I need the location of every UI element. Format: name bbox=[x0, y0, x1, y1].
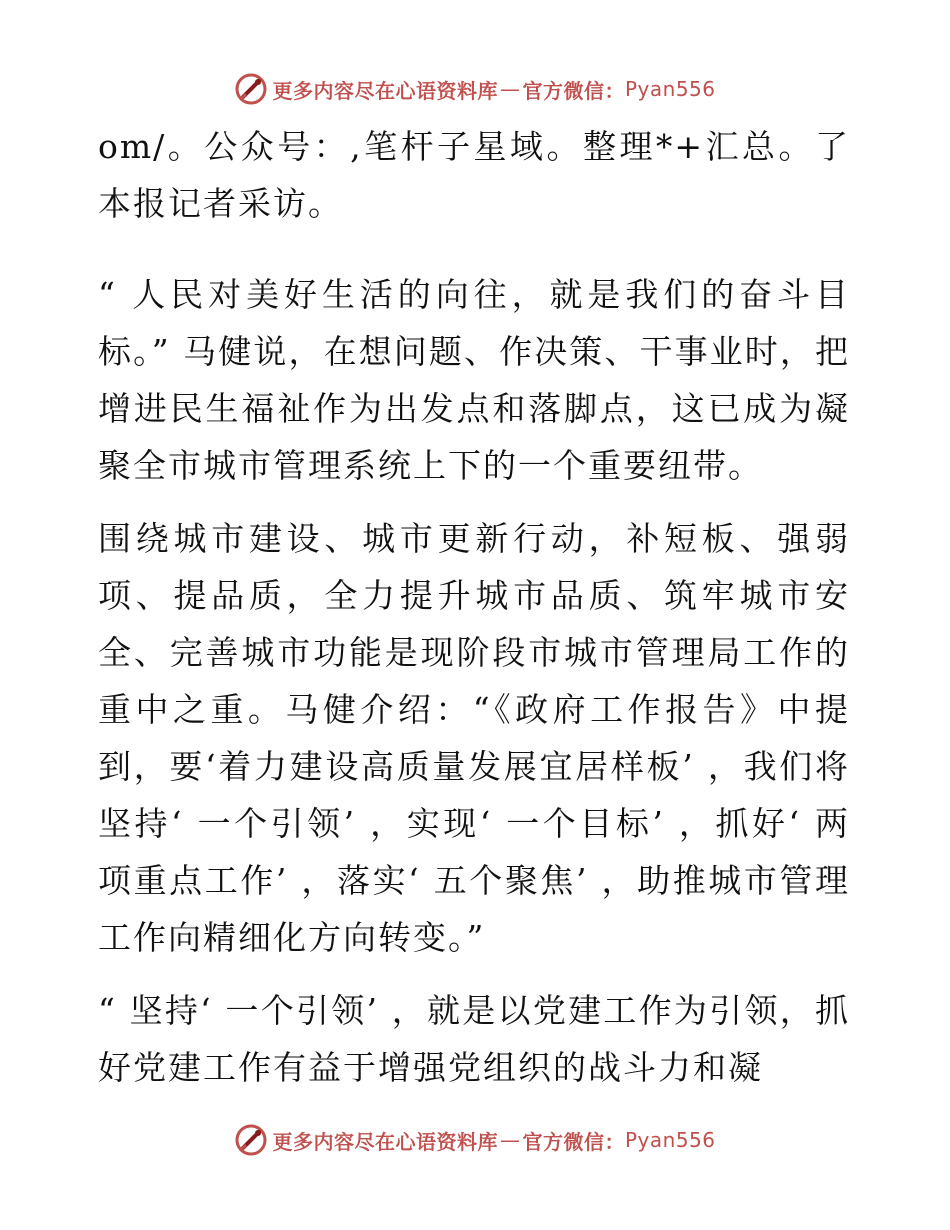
banner-dash: — bbox=[499, 77, 521, 101]
banner-wechat-id: Pyan556 bbox=[624, 1128, 716, 1152]
banner-official-label: 官方微信： bbox=[522, 1129, 625, 1154]
header-banner bbox=[0, 72, 950, 106]
paragraph-3: 围绕城市建设、城市更新行动，补短板、强弱项、提品质，全力提升城市品质、筑牢城市安全、完善城市功能是现阶段市城市管理局工作的重中之重。马健介绍：“《政府工作报告》中提到，要‘着力建设高质量发展宜居样板’ ，我们将坚持‘ 一个引领’ ，实现‘ 一个目标’ ，抓好‘ 两项重点工作’ ，落实‘ 五个聚焦’ ，助推城市管理工作向精细化方向转变。” bbox=[98, 519, 850, 957]
pen-logo-icon bbox=[234, 1123, 268, 1157]
document-body bbox=[98, 118, 850, 1112]
pen-logo-icon bbox=[234, 72, 268, 106]
footer-banner bbox=[0, 1123, 950, 1157]
banner-text: 更多内容尽在心语资料库 bbox=[272, 1129, 498, 1154]
banner-official-label: 官方微信： bbox=[522, 78, 625, 103]
paragraph-2: “ 人民对美好生活的向往，就是我们的奋斗目标。” 马健说，在想问题、作决策、干事业时，把增进民生福祉作为出发点和落脚点，这已成为凝聚全市城市管理系统上下的一个重要纽带。 bbox=[98, 275, 850, 485]
banner-wechat-id: Pyan556 bbox=[624, 77, 716, 101]
banner-text: 更多内容尽在心语资料库 bbox=[272, 78, 498, 103]
paragraph-1: om/。公众号：,笔杆子星域。整理*+汇总。了本报记者采访。 bbox=[98, 127, 850, 223]
banner-dash: — bbox=[499, 1128, 521, 1152]
paragraph-4: “ 坚持‘ 一个引领’ ，就是以党建工作为引领，抓好党建工作有益于增强党组织的战斗力和凝 bbox=[98, 991, 850, 1087]
